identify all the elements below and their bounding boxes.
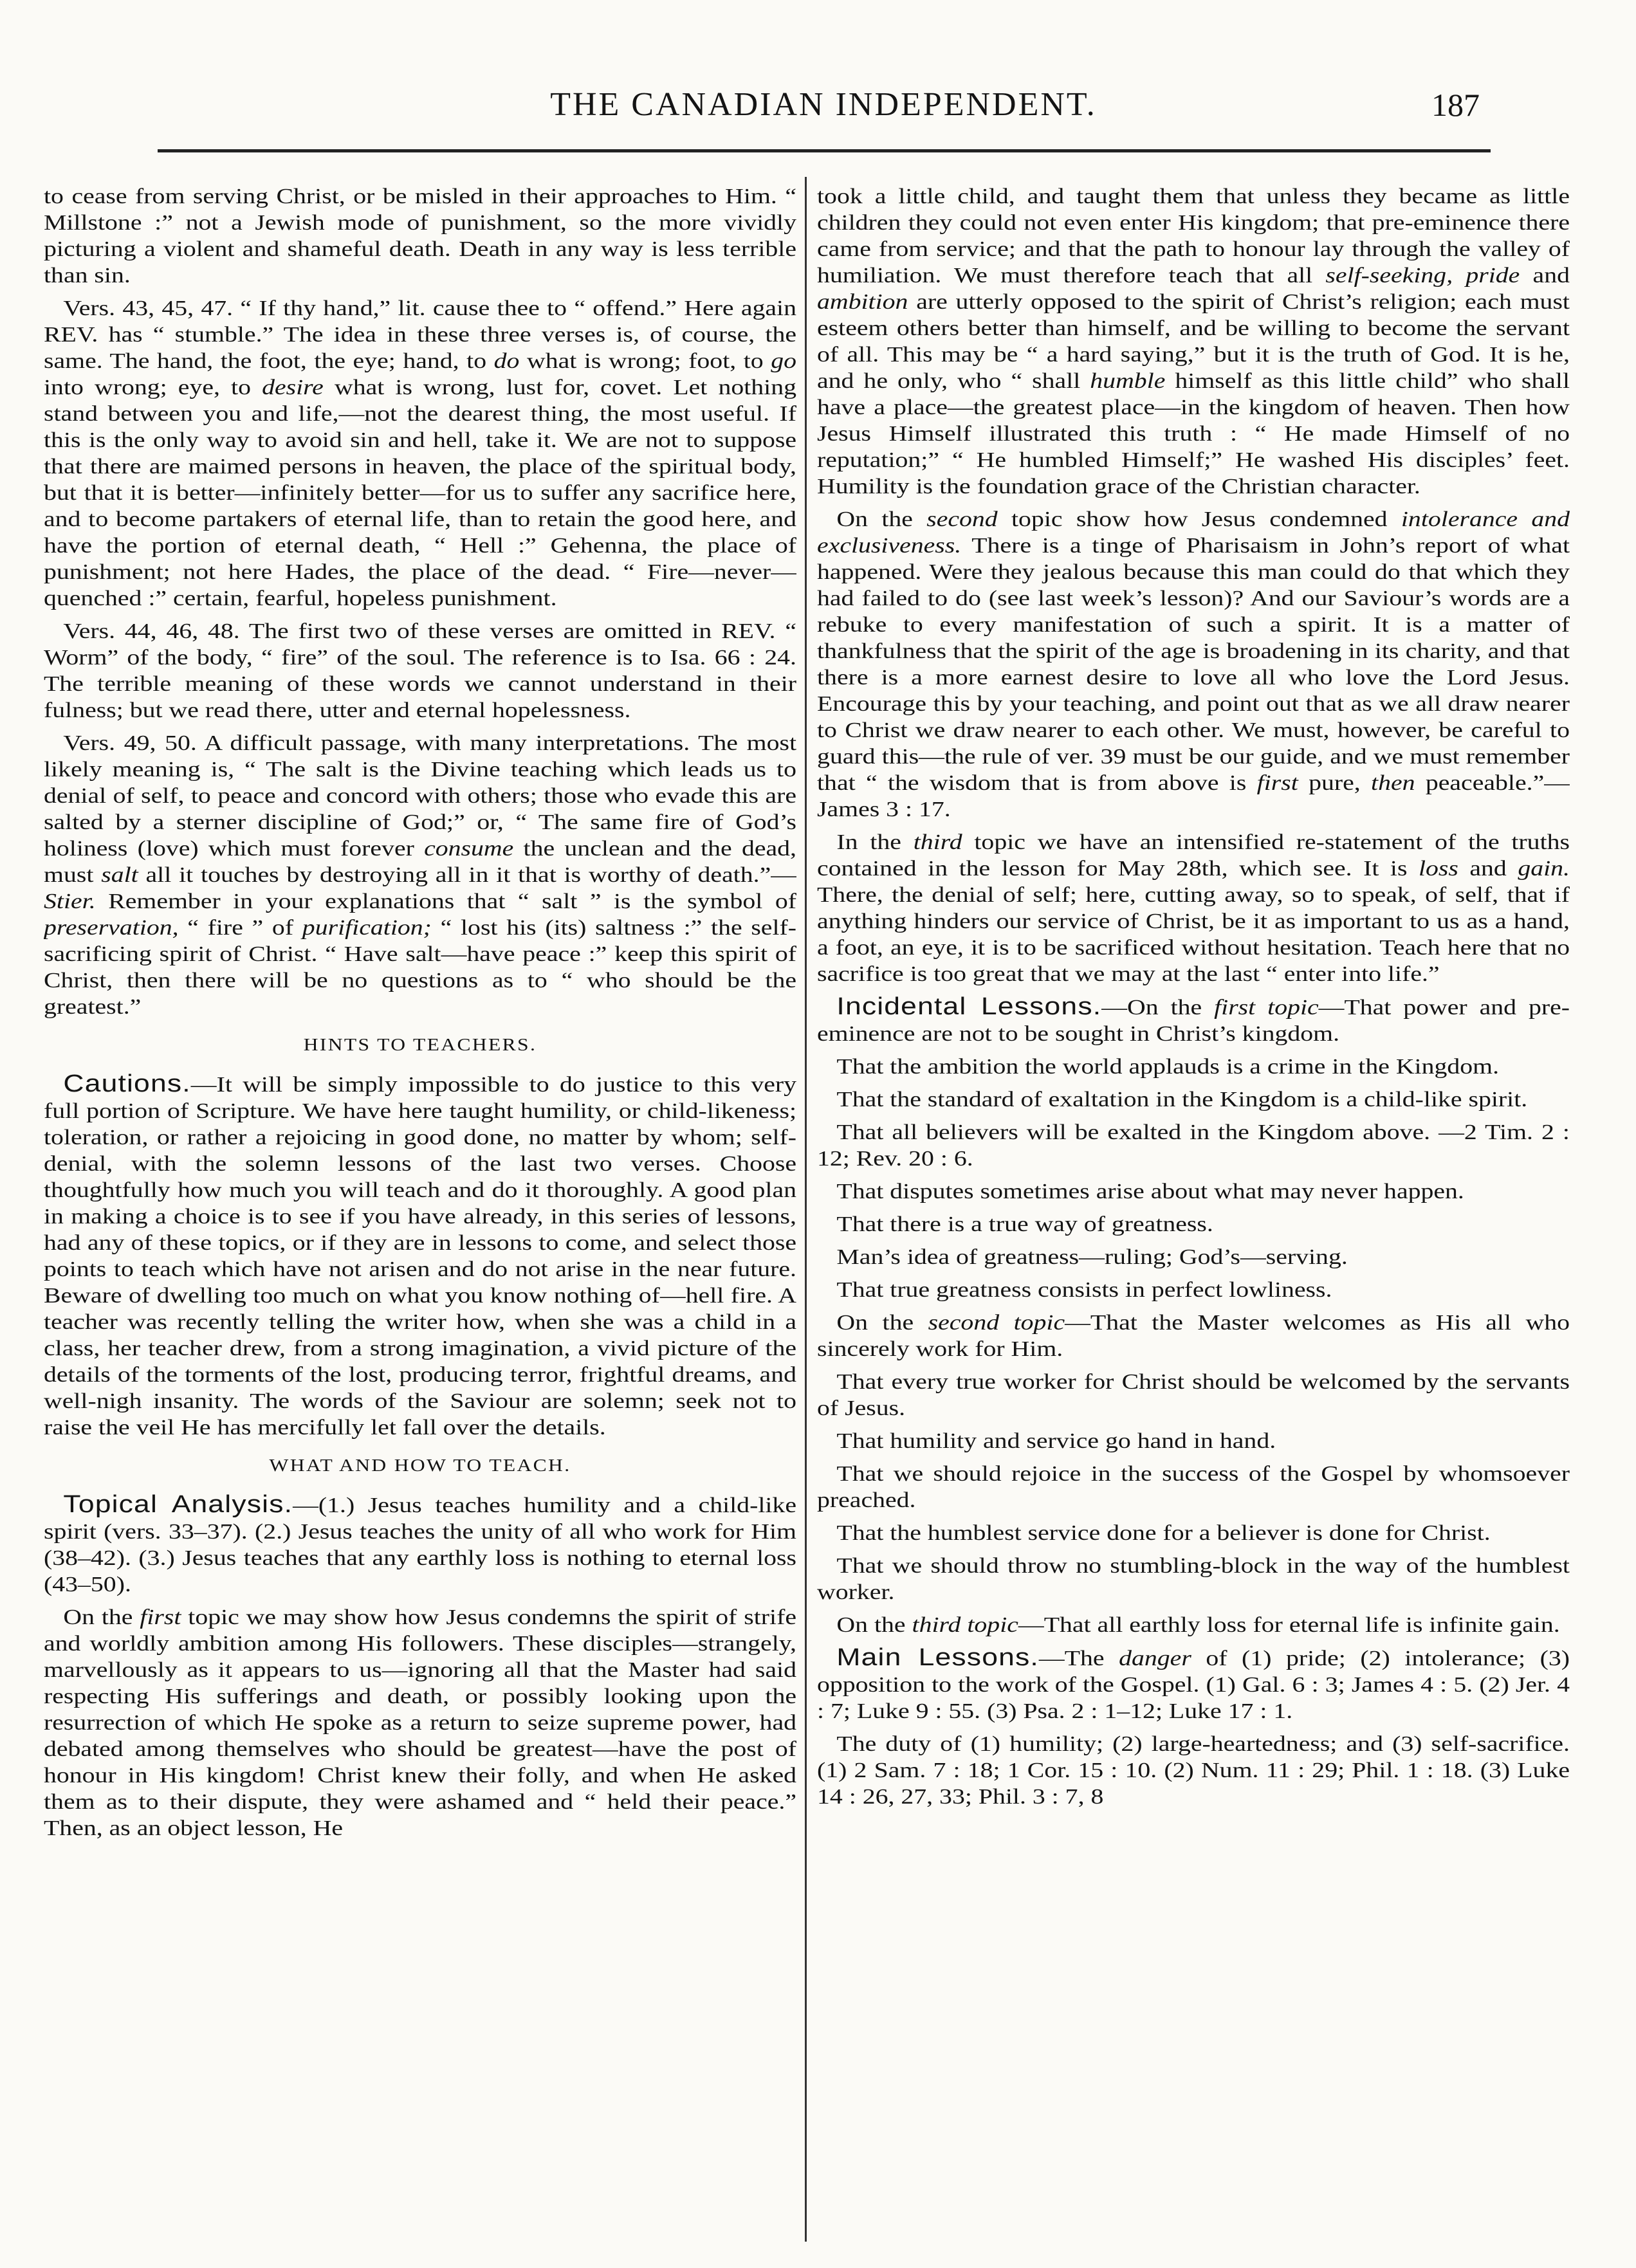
run-head-topical: Topical Analysis. <box>63 1491 293 1518</box>
paragraph-first-topic: On the first topic we may show how Jesus condemns the spirit of strife and worldly ambition among His followers. These disciples—strangely, marvellously as it appears to us—ignoring all that the Master had said respecting His sufferings and death, or possibly looking upon the resurrection of which He spoke as a return to seize supreme power, had debated among themselves who should be greatest—have the post of honour in His kingdom! Christ knew their folly, and when He asked them as to their dispute, they were ashamed and “ held their peace.” Then, as an object lesson, He <box>44 1605 796 1840</box>
paragraph-vers-43: Vers. 43, 45, 47. “ If thy hand,” lit. cause thee to “ offend.” Here again REV. has “ stumble.” The idea in these three verses is, of course, the same. The hand, the foot, the eye; hand, to do what is wrong; foot, to go into wrong; eye, to desire what is wrong, lust for, covet. Let nothing stand between you and life,—not the dearest thing, the most useful. If this is the only way to avoid sin and hell, take it. We are not to suppose that there are maimed persons in heaven, the place of the spiritual body, but that it is better—infinitely better—for us to suffer any sacrifice here, and to become partakers of eternal life, than to retain the good here, and have the portion of eternal death, “ Hell :” Gehenna, the place of punishment; not here Hades, the place of the dead. “ Fire—never—quenched :” certain, fearful, hopeless punishment. <box>44 297 796 610</box>
paragraph-millstone: to cease from serving Christ, or be misled in their approaches to Him. “ Millstone :” not a Jewish mode of punishment, so the more vividly picturing a violent and shameful death. Death in any way is less terrible than sin. <box>44 185 796 288</box>
paragraph-vers-44: Vers. 44, 46, 48. The first two of these verses are omitted in REV. “ Worm” of the body, “ fire” of the soul. The reference is to Isa. 66 : 24. The terrible meaning of these words we cannot understand in their fulness; but we read there, utter and eternal hopelessness. <box>44 619 796 722</box>
lesson-item-third-topic: On the third topic—That all earthly loss for eternal life is infinite gain. <box>836 1613 1560 1637</box>
run-head-main: Main Lessons. <box>836 1644 1039 1671</box>
lesson-item: That we should throw no stumbling-block in the way of the humblest worker. <box>817 1554 1570 1604</box>
lesson-item: That the standard of exaltation in the Kingdom is a child-like spirit. <box>836 1088 1528 1111</box>
left-column <box>44 183 796 2242</box>
paragraph-incidental-lessons: Incidental Lessons.—On the first topic—That power and pre-eminence are not to be sought in Christ’s kingdom. <box>817 993 1570 1046</box>
run-head-incidental: Incidental Lessons. <box>836 993 1102 1020</box>
paragraph-cautions: Cautions.—It will be simply impossible to do justice to this very full portion of Scripture. We have here taught humility, or child-likeness; toleration, or rather a rejoicing in good done, no matter by whom; self-denial, with the solemn lessons of the last two verses. Choose thoughtfully how much you will teach and do it thoroughly. A good plan in making a choice is to see if you have already, in this series of lessons, had any of these topics, or if they are in lessons to come, and select those points to teach which have not arisen and do not arise in the near future. Beware of dwelling too much on what you know nothing of—hell fire. A teacher was recently telling the writer how, when she was a child in a class, her teacher drew, from a strong imagination, a vivid picture of the details of the torments of the lost, producing terror, frightful dreams, and well-nigh insanity. The words of the Saviour are solemn; seek not to raise the veil He has mercifully let fall over the details. <box>44 1070 796 1440</box>
right-column <box>817 183 1570 2242</box>
paragraph-main-lessons: Main Lessons.—The danger of (1) pride; (2) intolerance; (3) opposition to the work of the Gospel. (1) Gal. 6 : 3; James 4 : 5. (2) Jer. 4 : 7; Luke 9 : 55. (3) Psa. 2 : 1–12; Luke 17 : 1. <box>817 1644 1570 1723</box>
heading-what-and-how: WHAT AND HOW TO TEACH. <box>269 1456 571 1475</box>
header-rule <box>158 149 1491 152</box>
column-divider <box>805 177 807 2242</box>
lesson-item: That the ambition the world applauds is a crime in the Kingdom. <box>836 1055 1500 1079</box>
page-header <box>154 82 1493 134</box>
lesson-item: That we should rejoice in the success of the Gospel by whomsoever preached. <box>817 1462 1570 1512</box>
run-head-cautions: Cautions. <box>63 1070 191 1097</box>
lesson-item: That humility and service go hand in hand. <box>836 1429 1276 1453</box>
heading-hints-to-teachers: HINTS TO TEACHERS. <box>303 1035 537 1054</box>
lesson-item-second-topic: On the second topic—That the Master welcomes as His all who sincerely work for Him. <box>817 1311 1570 1361</box>
lesson-item: That every true worker for Christ should be welcomed by the servants of Jesus. <box>817 1370 1570 1420</box>
lesson-item: That true greatness consists in perfect lowliness. <box>836 1278 1332 1302</box>
paragraph-topical-analysis: Topical Analysis.—(1.) Jesus teaches humility and a child-like spirit (vers. 33–37). (2.) Jesus teaches the unity of all who work for Him (38–42). (3.) Jesus teaches that any earthly loss is nothing to eternal loss (43–50). <box>44 1491 796 1596</box>
paragraph-vers-49: Vers. 49, 50. A difficult passage, with many interpretations. The most likely meaning is, “ The salt is the Divine teaching which leads us to denial of self, to peace and concord with others; those who evade this are salted by a sterner discipline of God;” or, “ The same fire of God’s holiness (love) which must forever consume the unclean and the dead, must salt all it touches by destroying all in it that is worthy of death.”—Stier. Remember in your explanations that “ salt ” is the symbol of preservation, “ fire ” of purification; “ lost his (its) saltness :” the self-sacrificing spirit of Christ. “ Have salt—have peace :” keep this spirit of Christ, then there will be no questions as to “ who should be the greatest.” <box>44 731 796 1019</box>
paragraph-second-topic: On the second topic show how Jesus condemned intolerance and exclusiveness. There is a tinge of Pharisaism in John’s report of what happened. Were they jealous because this man could do that which they had failed to do (see last week’s lesson)? And our Saviour’s words are a rebuke to every manifestation of such a spirit. It is a matter of thankfulness that the spirit of the age is broadening in its charity, and that there is a more earnest desire to love all who love the Lord Jesus. Encourage this by your teaching, and point out that as we all draw nearer to Christ we draw nearer to each other. We must, however, be careful to guard this—the rule of ver. 39 must be our guide, and we must remember that “ the wisdom that is from above is first pure, then peaceable.”—James 3 : 17. <box>817 508 1570 821</box>
paragraph-duty: The duty of (1) humility; (2) large-heartedness; and (3) self-sacrifice. (1) 2 Sam. 7 : 18; 1 Cor. 15 : 10. (2) Num. 11 : 29; Phil. 1 : 18. (3) Luke 14 : 26, 27, 33; Phil. 3 : 7, 8 <box>817 1732 1570 1809</box>
lesson-item: That there is a true way of greatness. <box>836 1212 1213 1236</box>
paragraph-third-topic: In the third topic we have an intensified re-statement of the truths contained in the lesson for May 28th, which see. It is loss and gain. There, the denial of self; here, cutting away, so to speak, of self, that if anything hinders our service of Christ, be it as important to us as a hand, a foot, an eye, it is to be sacrificed without hesitation. Teach here that no sacrifice is too great that we may at the last “ enter into life.” <box>817 830 1570 986</box>
lesson-item: That all believers will be exalted in the Kingdom above. —2 Tim. 2 : 12; Rev. 20 : 6. <box>817 1120 1570 1171</box>
lesson-item: Man’s idea of greatness—ruling; God’s—serving. <box>836 1245 1348 1269</box>
lesson-item: That disputes sometimes arise about what may never happen. <box>836 1180 1464 1203</box>
paragraph-little-child: took a little child, and taught them that unless they became as little children they could not even enter His kingdom; that pre-eminence there came from service; and that the path to honour lay through the valley of humiliation. We must therefore teach that all self-seeking, pride and ambition are utterly opposed to the spirit of Christ’s religion; each must esteem others better than himself, and be willing to become the servant of all. This may be “ a hard saying,” but it is the truth of God. It is he, and he only, who “ shall humble himself as this little child” who shall have a place—the greatest place—in the kingdom of heaven. Then how Jesus Himself illustrated this truth : “ He made Himself of no reputation;” “ He humbled Himself;” He washed His disciples’ feet. Humility is the foundation grace of the Christian character. <box>817 185 1570 498</box>
page-number: 187 <box>1431 87 1480 123</box>
lesson-item: That the humblest service done for a believer is done for Christ. <box>836 1521 1491 1545</box>
running-title: THE CANADIAN INDEPENDENT. <box>550 86 1097 123</box>
